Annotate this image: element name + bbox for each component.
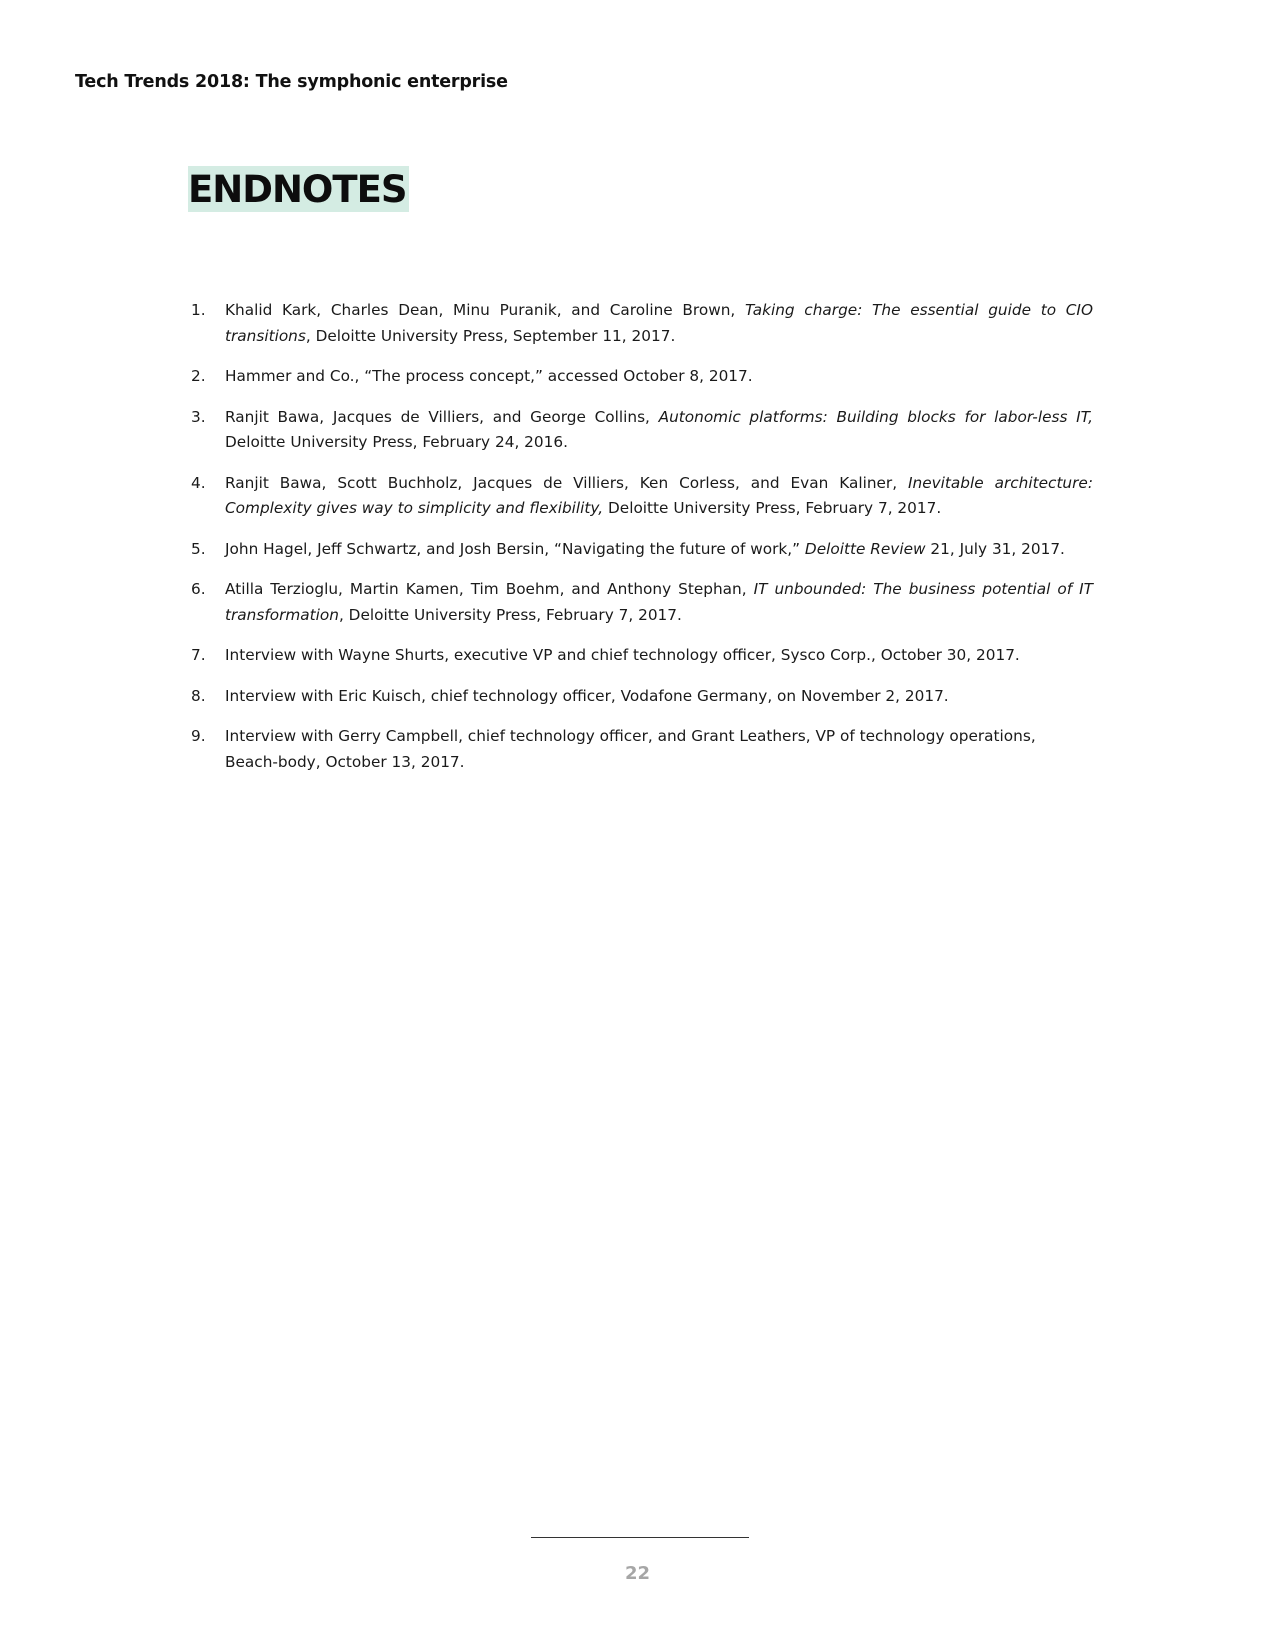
endnote-text-segment: 21, July 31, 2017. (925, 539, 1065, 558)
endnote-number: 7. (191, 646, 206, 664)
endnote-number: 1. (191, 301, 206, 319)
running-header: Tech Trends 2018: The symphonic enterprise (75, 72, 508, 92)
endnote-text-segment: Atilla Terzioglu, Martin Kamen, Tim Boehm, and Anthony Stephan, (225, 580, 754, 598)
endnote-text-segment: Interview with Wayne Shurts, executive VP and chief technology officer, Sysco Corp., October 30, 2017. (225, 646, 1020, 664)
endnote-text (225, 471, 1093, 522)
footer-rule (531, 1537, 749, 1538)
endnote-text-segment: Ranjit Bawa, Jacques de Villiers, and George Collins, (225, 407, 659, 426)
endnote-text (225, 577, 1093, 628)
endnote-text-segment: , Deloitte University Press, September 11, 2017. (305, 326, 676, 345)
endnote-title-italic: Deloitte Review (804, 539, 926, 558)
endnote-number: 5. (191, 539, 206, 558)
endnote-item (188, 684, 1093, 710)
endnote-text (225, 537, 1093, 563)
endnote-item (188, 471, 1093, 522)
endnote-text-segment: Ranjit Bawa, Scott Buchholz, Jacques de Villiers, Ken Corless, and Evan Kaliner, (225, 473, 909, 492)
endnote-text-segment: Khalid Kark, Charles Dean, Minu Puranik, and Caroline Brown, (225, 301, 745, 319)
endnote-number: 3. (191, 407, 206, 426)
endnote-item (188, 405, 1093, 456)
endnote-title-italic: Autonomic platforms: Building blocks for labor-less IT, (658, 407, 1093, 426)
endnote-item (188, 298, 1093, 349)
endnote-number: 8. (191, 686, 206, 705)
endnote-item (188, 577, 1093, 628)
endnote-item (188, 537, 1093, 563)
endnotes-list (188, 298, 1093, 790)
endnote-item (188, 724, 1093, 775)
endnote-text (225, 405, 1093, 456)
endnote-title-italic: IT unbounded: The business potential of IT transformation (225, 580, 1093, 624)
endnote-text-segment: Hammer and Co., “The process concept,” accessed October 8, 2017. (225, 367, 753, 385)
endnote-text-segment: , Deloitte University Press, February 7, 2017. (338, 605, 682, 624)
endnote-text (225, 724, 1093, 775)
section-title: ENDNOTES (188, 168, 407, 211)
endnote-text (225, 684, 1093, 710)
endnote-title-italic: Taking charge: The essential guide to CIO transitions (225, 301, 1093, 345)
endnote-number: 9. (191, 727, 206, 745)
page-number: 22 (624, 1563, 651, 1584)
endnote-text-segment: Interview with Gerry Campbell, chief technology officer, and Grant Leathers, VP of technology operations, Beach-body, October 13, 2017. (225, 727, 1036, 771)
endnote-text-segment: John Hagel, Jeff Schwartz, and Josh Bersin, “Navigating the future of work,” (225, 539, 805, 558)
endnote-number: 6. (191, 580, 206, 598)
endnote-text (225, 364, 1093, 390)
endnote-text-segment: Interview with Eric Kuisch, chief technology officer, Vodafone Germany, on November 2, 2017. (225, 686, 949, 705)
endnote-item (188, 643, 1093, 669)
endnote-text-segment: Deloitte University Press, February 24, 2016. (225, 433, 568, 451)
endnote-title-italic: Inevitable architecture: Complexity gives way to simplicity and flexibility, (225, 473, 1093, 517)
endnote-text (225, 643, 1093, 669)
endnote-number: 4. (191, 473, 206, 492)
endnote-text-segment: Deloitte University Press, February 7, 2017. (603, 499, 942, 517)
endnote-number: 2. (191, 367, 206, 385)
endnote-item (188, 364, 1093, 390)
endnote-text (225, 298, 1093, 349)
